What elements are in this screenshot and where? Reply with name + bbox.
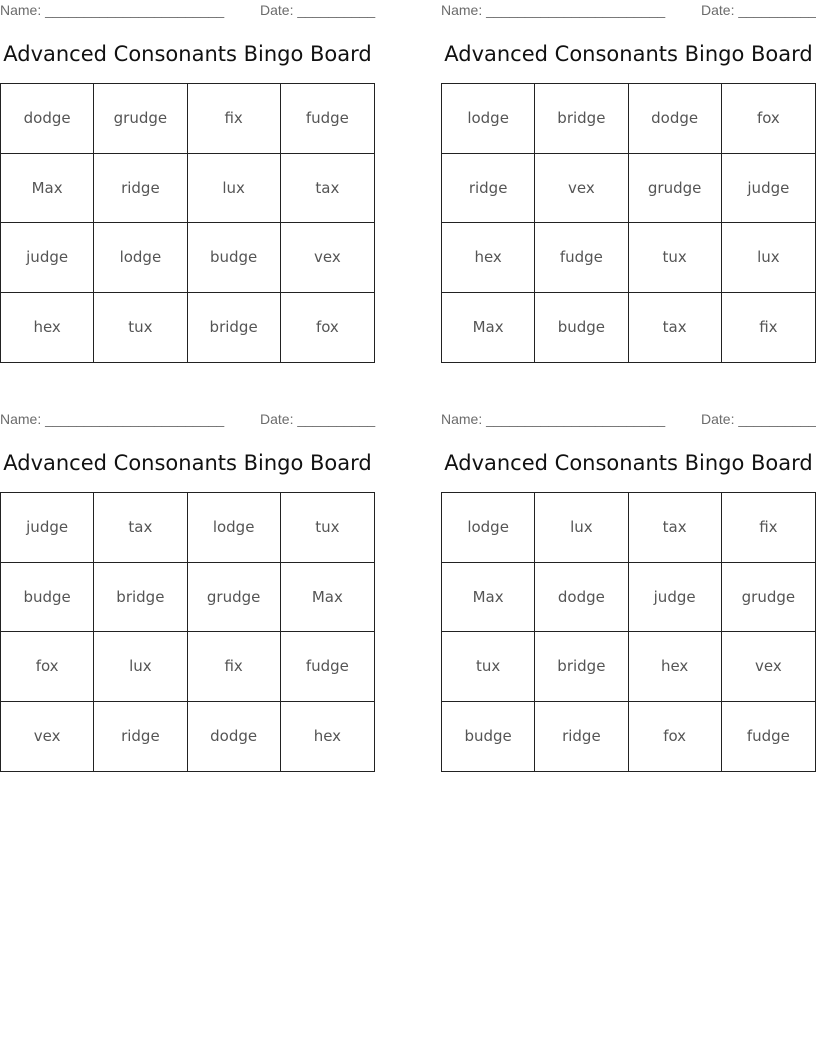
bingo-cell: lux — [94, 632, 187, 702]
bingo-cell: Max — [281, 563, 374, 633]
bingo-cell: tux — [94, 293, 187, 363]
bingo-cell: tax — [94, 493, 187, 563]
bingo-cell: fix — [722, 493, 815, 563]
bingo-cell: ridge — [535, 702, 628, 772]
bingo-cell: grudge — [629, 154, 722, 224]
bingo-cell: hex — [629, 632, 722, 702]
bingo-cell: vex — [535, 154, 628, 224]
bingo-cell: vex — [281, 223, 374, 293]
bingo-cell: budge — [1, 563, 94, 633]
name-field: Name: _______________________ — [441, 2, 666, 18]
bingo-cell: hex — [1, 293, 94, 363]
bingo-grid — [0, 492, 375, 772]
bingo-cell: dodge — [188, 702, 281, 772]
bingo-cell: fox — [1, 632, 94, 702]
bingo-cell: judge — [1, 223, 94, 293]
bingo-cell: grudge — [94, 84, 187, 154]
bingo-cell: lux — [535, 493, 628, 563]
bingo-cell: lodge — [188, 493, 281, 563]
bingo-cell: grudge — [722, 563, 815, 633]
bingo-cell: hex — [313, 727, 342, 746]
name-field: Name: _______________________ — [0, 2, 225, 18]
bingo-cell: fudge — [281, 632, 374, 702]
bingo-cell: tux — [629, 223, 722, 293]
bingo-cell: budge — [188, 223, 281, 293]
bingo-cell: ridge — [94, 702, 187, 772]
bingo-cell: fudge — [746, 727, 790, 746]
bingo-cell: tax — [281, 154, 374, 224]
bingo-cell: lux — [188, 154, 281, 224]
bingo-cell: Max — [442, 563, 535, 633]
bingo-cell: Max — [442, 293, 535, 363]
bingo-cell: fix — [188, 632, 281, 702]
bingo-cell: grudge — [188, 563, 281, 633]
name-date-line — [0, 0, 375, 20]
board-title: Advanced Consonants Bingo Board — [3, 451, 372, 475]
bingo-cell: vex — [1, 702, 94, 772]
date-field: Date: __________ — [260, 411, 376, 427]
bingo-cell: Max — [1, 154, 94, 224]
bingo-cell: fox — [722, 84, 815, 154]
name-field: Name: _______________________ — [0, 411, 225, 427]
bingo-cell: bridge — [94, 563, 187, 633]
name-field: Name: _______________________ — [441, 411, 666, 427]
bingo-cell: ridge — [442, 154, 535, 224]
bingo-cell: lux — [722, 223, 815, 293]
date-field: Date: __________ — [701, 2, 816, 18]
bingo-cell: dodge — [1, 84, 94, 154]
bingo-cell: fix — [188, 84, 281, 154]
bingo-cell: fudge — [535, 223, 628, 293]
bingo-cell: fudge — [281, 84, 374, 154]
bingo-cell: fox — [629, 702, 722, 772]
name-date-line — [441, 409, 816, 429]
bingo-cell: fox — [315, 318, 339, 337]
bingo-cell: lodge — [442, 493, 535, 563]
board-title: Advanced Consonants Bingo Board — [444, 42, 813, 66]
date-field: Date: __________ — [701, 411, 816, 427]
bingo-cell: bridge — [535, 84, 628, 154]
bingo-grid — [441, 83, 816, 363]
bingo-cell: vex — [722, 632, 815, 702]
bingo-cell: dodge — [535, 563, 628, 633]
name-date-line — [0, 409, 375, 429]
bingo-cell: tax — [629, 493, 722, 563]
bingo-cell: bridge — [188, 293, 281, 363]
bingo-grid — [0, 83, 375, 363]
bingo-cell: budge — [442, 702, 535, 772]
bingo-cell: judge — [629, 563, 722, 633]
bingo-cell: fix — [759, 318, 778, 337]
bingo-cell: lodge — [94, 223, 187, 293]
bingo-cell: tux — [442, 632, 535, 702]
date-field: Date: __________ — [260, 2, 376, 18]
board-title: Advanced Consonants Bingo Board — [3, 42, 372, 66]
bingo-cell: ridge — [94, 154, 187, 224]
bingo-cell: lodge — [442, 84, 535, 154]
bingo-cell: tux — [281, 493, 374, 563]
bingo-cell: bridge — [535, 632, 628, 702]
name-date-line — [441, 0, 816, 20]
bingo-cell: hex — [442, 223, 535, 293]
bingo-cell: tax — [629, 293, 722, 363]
bingo-grid — [441, 492, 816, 772]
bingo-cell: budge — [535, 293, 628, 363]
bingo-cell: judge — [722, 154, 815, 224]
bingo-cell: judge — [1, 493, 94, 563]
board-title: Advanced Consonants Bingo Board — [444, 451, 813, 475]
bingo-cell: dodge — [629, 84, 722, 154]
